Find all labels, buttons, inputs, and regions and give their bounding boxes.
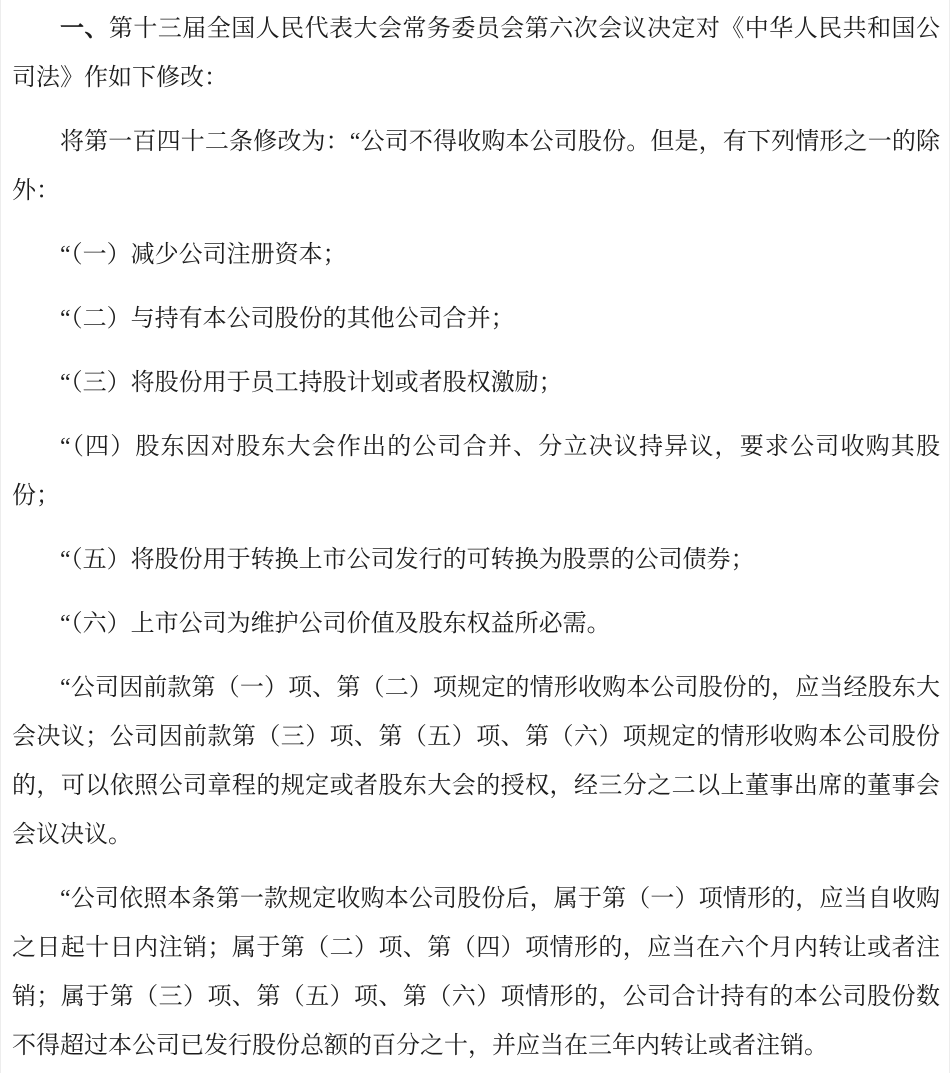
item-number-bold: 一、 <box>60 16 109 42</box>
paragraph-disposal-deadlines-rule: “公司依照本条第一款规定收购本公司股份后，属于第（一）项情形的，应当自收购之日起十日内注销；属于第（二）项、第（四）项情形的，应当在六个月内转让或者注销；属于第（三）项、第（五）项、第（六）项情形的，公司合计持有的本公司股份数不得超过本公司已发行股份总额的百分之十，并应当在三年内转让或者注销。 <box>12 886 940 1059</box>
paragraph-item-2: “（二）与持有本公司股份的其他公司合并； <box>60 306 515 332</box>
paragraph-text: 第十三届全国人民代表大会常务委员会第六次会议决定对《中华人民共和国公司法》作如下修改： <box>12 16 941 91</box>
paragraph-article-142-lead: 将第一百四十二条修改为：“公司不得收购本公司股份。但是，有下列情形之一的除外： <box>12 129 940 204</box>
paragraph-shareholder-resolution-rule: “公司因前款第（一）项、第（二）项规定的情形收购本公司股份的，应当经股东大会决议；公司因前款第（三）项、第（五）项、第（六）项规定的情形收购本公司股份的，可以依照公司章程的规定或者股东大会的授权，经三分之二以上董事出席的董事会会议决议。 <box>12 675 940 848</box>
paragraph-item-1: “（一）减少公司注册资本； <box>60 242 347 268</box>
paragraph-amendment-intro <box>12 5 940 103</box>
paragraph-item-4: “（四）股东因对股东大会作出的公司合并、分立决议持异议，要求公司收购其股份； <box>12 434 940 509</box>
paragraph-item-6: “（六）上市公司为维护公司价值及股东权益所必需。 <box>60 611 611 637</box>
paragraph-item-5: “（五）将股份用于转换上市公司发行的可转换为股票的公司债券； <box>60 547 755 573</box>
paragraph-item-3: “（三）将股份用于员工持股计划或者股权激励； <box>60 370 563 396</box>
